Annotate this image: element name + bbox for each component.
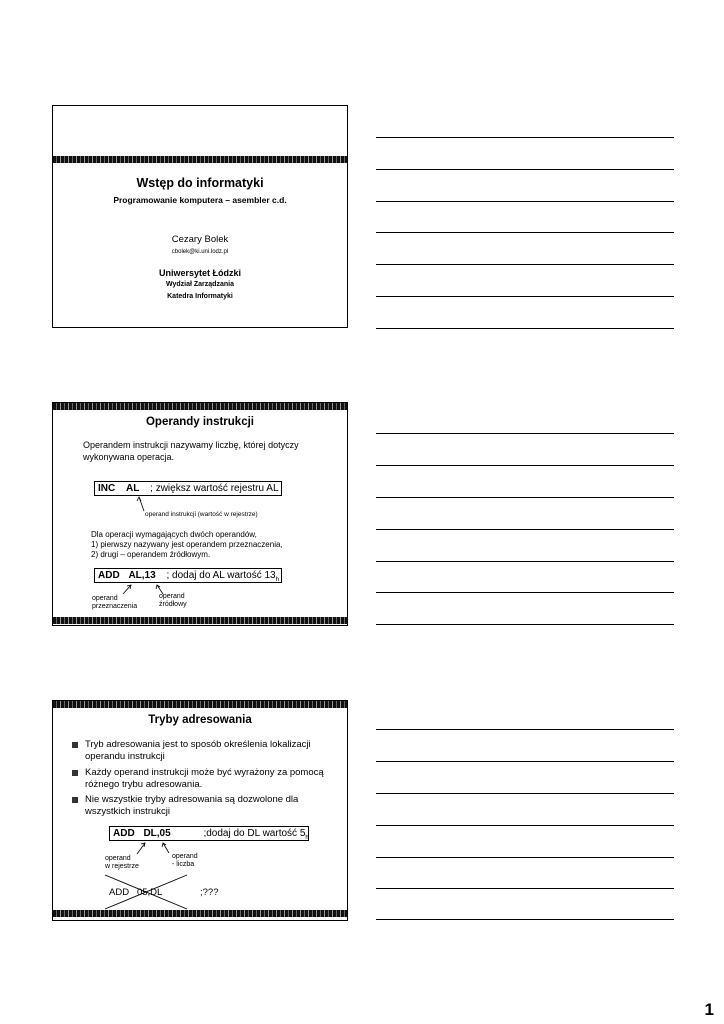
bullet-square-icon bbox=[72, 742, 78, 748]
code-comment: ; zwiększ wartość rejestru AL bbox=[150, 483, 279, 494]
note-line bbox=[376, 201, 674, 202]
page-number: 1 bbox=[704, 1000, 714, 1019]
cross-out-mark bbox=[101, 873, 191, 911]
note-line bbox=[376, 328, 674, 329]
invalid-code: ADD 05,DL bbox=[109, 887, 163, 898]
note-line bbox=[376, 919, 674, 920]
bullet-3-line-1: Nie wszystkie tryby adresowania są dozwolone dla bbox=[85, 794, 299, 805]
department-name: Katedra Informatyki bbox=[167, 293, 233, 300]
intro-line-1: Operandem instrukcji nazywamy liczbę, której dotyczy bbox=[83, 440, 299, 450]
decorative-band-bottom bbox=[53, 910, 347, 917]
text-line-1: Dla operacji wymagających dwóch operandów, bbox=[91, 530, 257, 539]
operand-annotation: operand instrukcji (wartość w rejestrze) bbox=[145, 511, 258, 518]
code-box-add bbox=[94, 568, 282, 583]
bullet-3-line-2: wszystkich instrukcji bbox=[85, 806, 170, 817]
code-operands: DL,05 bbox=[143, 828, 171, 839]
label-num-line-2: - liczba bbox=[172, 861, 195, 868]
note-line bbox=[376, 264, 674, 265]
author-email: cbolek@ki.uni.lodz.pl bbox=[171, 249, 229, 255]
note-line bbox=[376, 561, 674, 562]
code-subscript: h bbox=[275, 577, 279, 583]
invalid-code-comment: ;??? bbox=[200, 887, 219, 898]
code-operands: AL,13 bbox=[128, 570, 156, 581]
label-dest-line-2: przeznaczenia bbox=[92, 603, 138, 610]
note-line bbox=[376, 433, 674, 434]
label-number bbox=[172, 853, 198, 869]
bullet-1 bbox=[85, 739, 311, 763]
note-line bbox=[376, 857, 674, 858]
bullet-1-line-2: operandu instrukcji bbox=[85, 751, 165, 762]
note-line bbox=[376, 232, 674, 233]
note-line bbox=[376, 497, 674, 498]
label-src-line-1: operand bbox=[159, 593, 185, 600]
decorative-band-top bbox=[53, 403, 347, 410]
university-name: Uniwersytet Łódzki bbox=[158, 268, 241, 278]
bullet-square-icon bbox=[72, 797, 78, 803]
label-src-line-2: źródłowy bbox=[159, 601, 187, 608]
author-name: Cezary Bolek bbox=[171, 234, 229, 245]
intro-line-2: wykonywana operacja. bbox=[83, 452, 175, 462]
label-dest-line-1: operand bbox=[92, 595, 118, 602]
code-mnemonic: ADD bbox=[98, 570, 120, 581]
note-line bbox=[376, 888, 674, 889]
note-line bbox=[376, 137, 674, 138]
slide-title: Tryby adresowania bbox=[148, 714, 252, 726]
code-comment: ;dodaj do DL wartość 5 bbox=[203, 828, 306, 839]
slide-2 bbox=[52, 402, 348, 626]
bullet-2-line-1: Każdy operand instrukcji może być wyrażony za pomocą bbox=[85, 767, 324, 778]
slide-title: Wstęp do informatyki bbox=[136, 176, 264, 190]
note-line bbox=[376, 592, 674, 593]
text-line-2: 1) pierwszy nazywany jest operandem przeznaczenia, bbox=[91, 540, 283, 549]
note-line bbox=[376, 465, 674, 466]
code-operand: AL bbox=[126, 483, 140, 494]
label-destination bbox=[92, 595, 137, 611]
code-subscript: h bbox=[305, 835, 309, 841]
code-box-add-dl bbox=[109, 826, 309, 841]
label-register bbox=[105, 855, 139, 871]
note-line bbox=[376, 296, 674, 297]
slide-3 bbox=[52, 700, 348, 921]
bullet-3 bbox=[85, 794, 298, 818]
annotation-arrow bbox=[133, 496, 153, 512]
two-operands-text bbox=[91, 530, 283, 560]
note-line bbox=[376, 793, 674, 794]
text-line-3: 2) drugi – operandem źródłowym. bbox=[91, 550, 211, 559]
label-reg-line-2: w rejestrze bbox=[105, 863, 139, 870]
faculty-name: Wydział Zarządzania bbox=[166, 281, 234, 288]
label-source bbox=[159, 593, 187, 609]
slide-title: Operandy instrukcji bbox=[145, 416, 254, 428]
label-num-line-1: operand bbox=[172, 853, 198, 860]
decorative-band bbox=[53, 156, 347, 163]
slide-subtitle: Programowanie komputera – asembler c.d. bbox=[113, 195, 287, 205]
note-line bbox=[376, 169, 674, 170]
note-line bbox=[376, 825, 674, 826]
decorative-band-bottom bbox=[53, 617, 347, 624]
note-line bbox=[376, 529, 674, 530]
code-mnemonic: INC bbox=[98, 483, 116, 494]
slide-1 bbox=[52, 105, 348, 328]
note-line bbox=[376, 624, 674, 625]
code-box-inc bbox=[94, 481, 282, 496]
note-line bbox=[376, 761, 674, 762]
operand-arrows bbox=[133, 841, 173, 855]
code-mnemonic: ADD bbox=[113, 828, 135, 839]
label-reg-line-1: operand bbox=[105, 855, 131, 862]
code-comment: ; dodaj do AL wartość 13 bbox=[166, 570, 276, 581]
decorative-band-top bbox=[53, 701, 347, 708]
note-line bbox=[376, 729, 674, 730]
bullet-2 bbox=[85, 767, 324, 791]
bullet-2-line-2: różnego trybu adresowania. bbox=[85, 779, 203, 790]
bullet-1-line-1: Tryb adresowania jest to sposób określenia lokalizacji bbox=[85, 739, 311, 750]
bullet-square-icon bbox=[72, 770, 78, 776]
